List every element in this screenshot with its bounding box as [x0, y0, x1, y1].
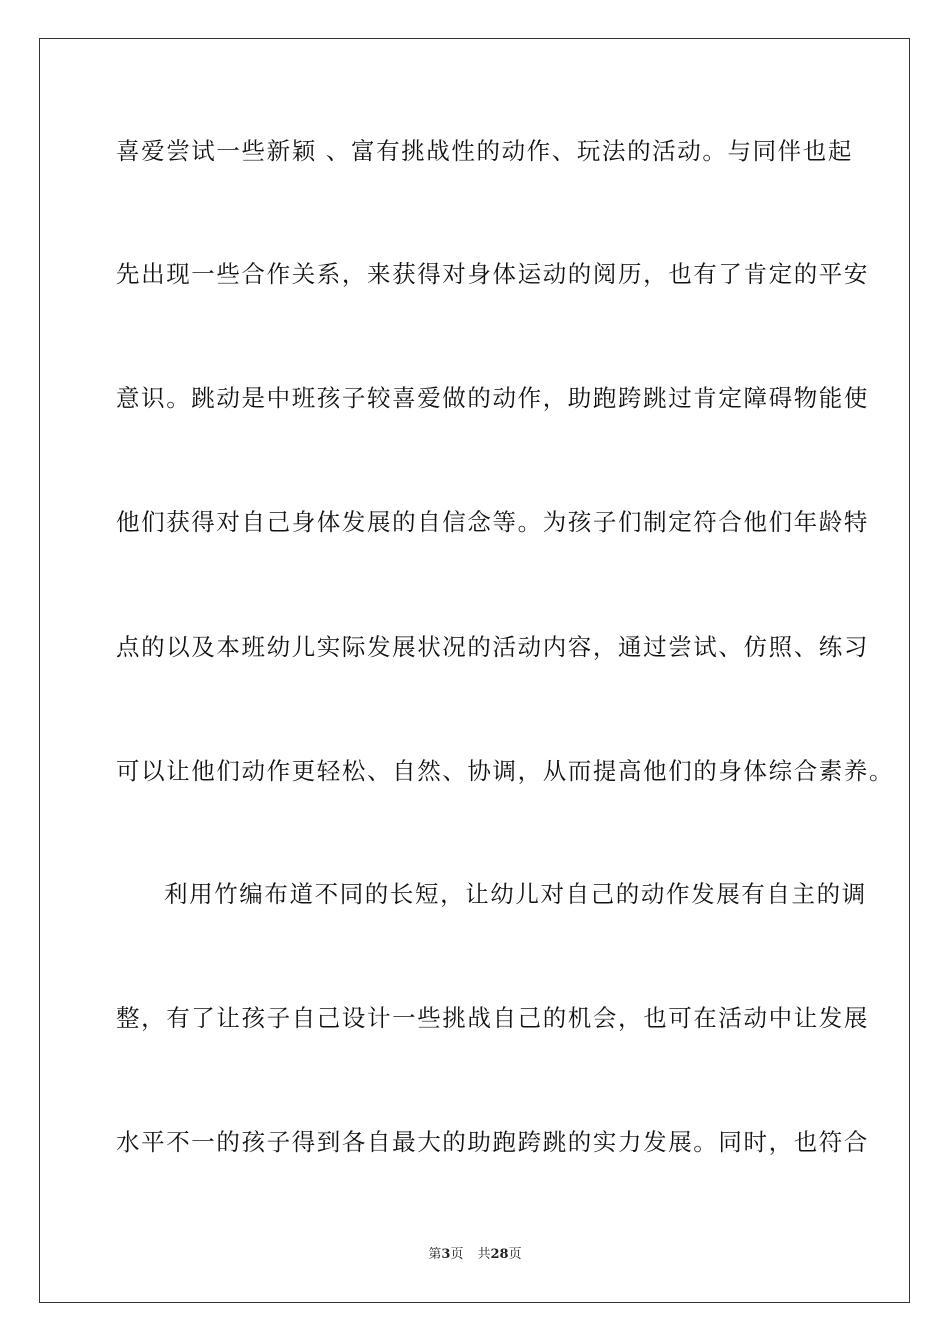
text-line: 点的以及本班幼儿实际发展状况的活动内容，通过尝试、仿照、练习	[116, 633, 869, 661]
text-line: 整，有了让孩子自己设计一些挑战自己的机会，也可在活动中让发展	[116, 1004, 869, 1032]
total-prefix: 共	[477, 1247, 491, 1262]
text-line: 水平不一的孩子得到各自最大的助跑跨跳的实力发展。同时，也符合	[116, 1128, 869, 1156]
paragraph-first-line: 利用竹编布道不同的长短，让幼儿对自己的动作发展有自主的调	[164, 880, 867, 908]
text-line: 喜爱尝试一些新颖 、富有挑战性的动作、玩法的活动。与同伴也起	[116, 137, 853, 165]
page-border	[39, 38, 910, 1303]
total-pages: 28	[490, 1247, 509, 1262]
text-line: 意识。跳动是中班孩子较喜爱做的动作，助跑跨跳过肯定障碍物能使	[116, 384, 869, 412]
page-suffix: 页	[450, 1247, 464, 1262]
total-suffix: 页	[508, 1247, 522, 1262]
page-footer	[0, 1246, 950, 1264]
text-line: 先出现一些合作关系，来获得对身体运动的阅历，也有了肯定的平安	[116, 260, 869, 288]
text-line: 可以让他们动作更轻松、自然、协调，从而提高他们的身体综合素养。	[116, 757, 895, 785]
text-line: 他们获得对自己身体发展的自信念等。为孩子们制定符合他们年龄特	[116, 508, 869, 536]
page-number: 3	[441, 1247, 451, 1262]
page-prefix: 第	[428, 1247, 442, 1262]
